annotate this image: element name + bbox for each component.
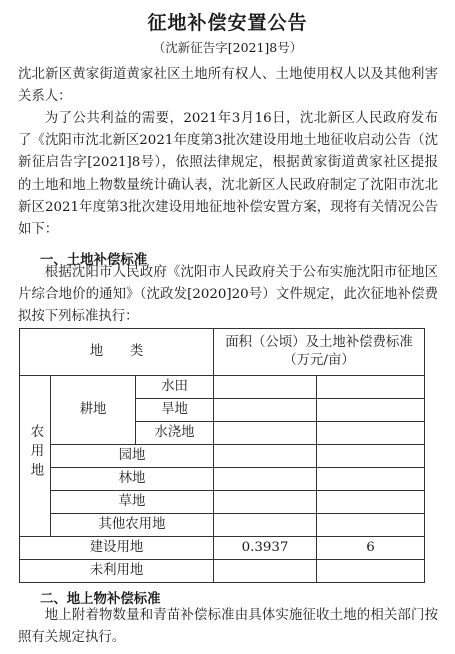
unused-land-label: 未利用地 — [20, 560, 214, 583]
agricultural-land-label — [20, 376, 51, 537]
irrigated-land-area — [214, 422, 317, 445]
irrigated-land-standard — [317, 422, 425, 445]
dry-land-area — [214, 399, 317, 422]
paddy-field-standard — [317, 376, 425, 399]
section-heading-attachment-compensation: 二、地上物补偿标准 — [40, 592, 161, 607]
dry-land-label: 旱地 — [136, 399, 214, 422]
table-row — [20, 560, 425, 583]
construction-land-area: 0.3937 — [214, 537, 317, 560]
garden-land-label: 园地 — [51, 445, 214, 468]
table-row — [20, 376, 425, 399]
table-row — [20, 514, 425, 537]
cultivated-land-label: 耕地 — [51, 376, 136, 445]
document-number: （沈新征告字[2021]8号） — [152, 40, 303, 55]
header-land-category: 地 类 — [20, 329, 214, 376]
other-agricultural-land-label: 其他农用地 — [51, 514, 214, 537]
section-heading-land-compensation: 一、土地补偿标准 — [40, 253, 148, 268]
grass-land-standard — [317, 491, 425, 514]
attachment-compensation-paragraph: 地上附着物数量和青苗补偿标准由具体实施征收土地的相关部门按照有关规定执行。 — [18, 608, 438, 646]
table-row — [20, 491, 425, 514]
unused-land-area — [214, 560, 317, 583]
table-row — [20, 537, 425, 560]
announcement-paragraph: 为了公共利益的需要，2021年3月16日，沈北新区人民政府发布了《沈阳市沈北新区2021年度第3批次建设用地土地征收启动公告（沈新征启告字[2021]8号），依照法律规定，根据黄家街道黄家社区提报的土地和地上物数量统计确认表，沈北新区人民政府制定了沈阳市沈北新区2021年度第3批次建设用地征地补偿安置方案，现将有关情况公告如下： — [18, 111, 438, 238]
addressee-paragraph: 沈北新区黄家街道黄家社区土地所有权人、土地使用权人以及其他利害关系人： — [18, 67, 438, 105]
table-header-row — [20, 329, 425, 376]
garden-land-area — [214, 445, 317, 468]
garden-land-standard — [317, 445, 425, 468]
notice-title: 征地补偿安置公告 — [147, 12, 308, 34]
grass-land-area — [214, 491, 317, 514]
policy-paragraph: 根据沈阳市人民政府《沈阳市人民政府关于公布实施沈阳市征地区片综合地价的通知》（沈政发[2020]20号）文件规定，此次征地补偿费拟按下列标准执行： — [18, 265, 438, 325]
header-standard: 及土地补偿费标准（万元/亩） — [283, 335, 413, 368]
table-row — [20, 468, 425, 491]
header-area-standard — [214, 329, 425, 376]
table-row — [20, 445, 425, 468]
compensation-table — [19, 328, 425, 583]
forest-land-label: 林地 — [51, 468, 214, 491]
construction-land-label: 建设用地 — [20, 537, 214, 560]
agricultural-land-text: 农用地 — [28, 423, 43, 483]
grass-land-label: 草地 — [51, 491, 214, 514]
dry-land-standard — [317, 399, 425, 422]
other-agricultural-land-standard — [317, 514, 425, 537]
paddy-field-area — [214, 376, 317, 399]
other-agricultural-land-area — [214, 514, 317, 537]
header-area: 面积（公顷） — [225, 335, 306, 350]
paddy-field-label: 水田 — [136, 376, 214, 399]
construction-land-standard: 6 — [317, 537, 425, 560]
unused-land-standard — [317, 560, 425, 583]
irrigated-land-label: 水浇地 — [136, 422, 214, 445]
forest-land-area — [214, 468, 317, 491]
forest-land-standard — [317, 468, 425, 491]
